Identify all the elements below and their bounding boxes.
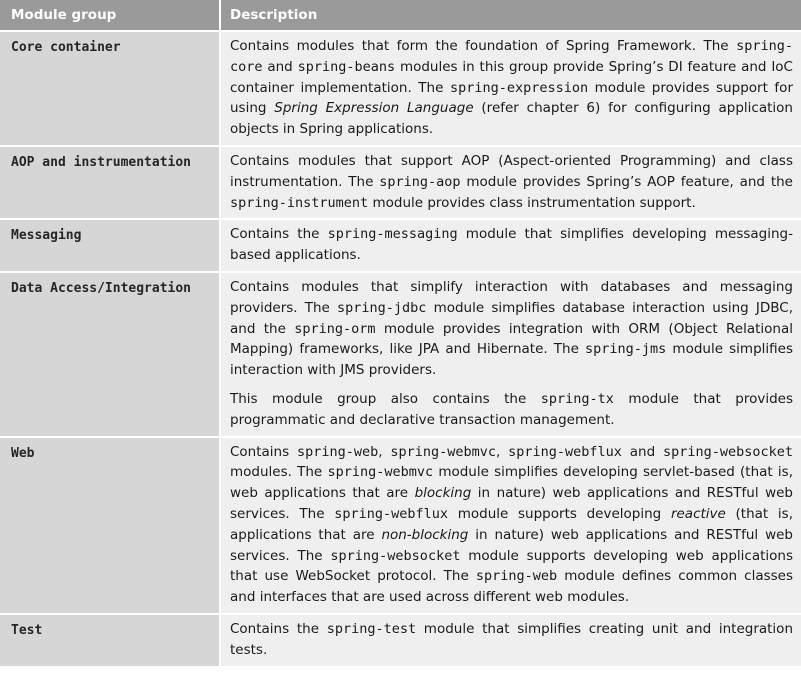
module-name-code: spring-websocket: [330, 547, 461, 564]
description-paragraph: [230, 389, 793, 431]
table-header-row: [0, 0, 801, 32]
header-description: Description: [219, 0, 801, 32]
module-name-code: spring-webflux: [334, 505, 449, 522]
description-text: (refer chapter 6) for configuring application objects in Spring applications.: [230, 100, 793, 138]
table-body: [0, 32, 801, 668]
description-text: (that is, applications that are: [230, 505, 794, 543]
description-paragraph: [230, 442, 793, 608]
module-name-code: spring-instrument: [230, 194, 369, 211]
description-text: Contains modules that support AOP (Aspect-oriented Programming) and class instrumentation. The: [230, 152, 793, 190]
description-text: module supports developing web applications that use WebSocket protocol. The: [230, 547, 793, 585]
emphasis-text: reactive: [670, 505, 726, 522]
emphasis-text: Spring Expression Language: [274, 100, 474, 117]
description-text: module defines common classes and interfaces that are used across different web modules.: [230, 568, 793, 606]
module-group-description: [219, 147, 801, 220]
module-name-code: spring-jdbc: [337, 299, 427, 316]
module-name-code: spring-websocket: [662, 443, 793, 460]
description-text: module provides class instrumentation support.: [368, 194, 696, 211]
description-text: in nature) web applications and RESTful web services. The: [230, 526, 793, 564]
module-group-name: Web: [0, 438, 219, 615]
module-group-description: [219, 32, 801, 147]
table-row: [0, 615, 801, 668]
description-paragraph: [230, 619, 793, 661]
table-row: [0, 273, 801, 438]
module-group-name: AOP and instrumentation: [0, 147, 219, 220]
table-row: [0, 32, 801, 147]
description-text: Contains: [230, 443, 297, 460]
description-text: Contains modules that simplify interaction with databases and messaging providers. The: [230, 278, 793, 316]
module-name-code: spring-core: [230, 38, 793, 75]
description-text: module provides integration with ORM (Object Relational Mapping) frameworks, like JPA and Hibernate. The: [230, 320, 793, 358]
description-text: module supports developing: [448, 505, 671, 522]
description-paragraph: [230, 277, 793, 381]
module-name-code: spring-webflux: [508, 443, 622, 460]
description-text: module provides Spring’s AOP feature, and the: [460, 173, 793, 190]
description-text: module that provides programmatic and declarative transaction management.: [230, 390, 793, 428]
module-group-name: Data Access/Integration: [0, 273, 219, 438]
description-paragraph: [230, 36, 793, 140]
description-text: module that simplifies creating unit and integration tests.: [230, 620, 793, 658]
description-text: module simplifies interaction with JMS providers.: [230, 341, 793, 379]
module-name-code: spring-jms: [585, 341, 667, 358]
module-name-code: spring-orm: [294, 320, 376, 337]
emphasis-text: blocking: [414, 485, 472, 502]
description-text: module provides support for using: [230, 79, 793, 117]
module-name-code: spring-web: [475, 568, 558, 585]
module-name-code: spring-webmvc: [390, 443, 497, 460]
description-paragraph: [230, 224, 793, 266]
description-text: ,: [378, 443, 391, 460]
table-row: [0, 147, 801, 220]
table-row: [0, 438, 801, 615]
module-group-name: Messaging: [0, 220, 219, 273]
description-text: modules. The: [230, 464, 328, 481]
description-text: module simplifies developing servlet-based (that is, web applications that are: [230, 464, 794, 502]
module-group-description: [219, 273, 801, 438]
description-text: Contains modules that form the foundation of Spring Framework. The: [230, 38, 737, 54]
description-text: and: [621, 443, 663, 460]
module-group-description: [219, 615, 801, 668]
module-name-code: spring-test: [326, 620, 417, 637]
module-name-code: spring-aop: [379, 173, 461, 190]
module-group-name: Test: [0, 615, 219, 668]
description-text: Contains the: [230, 226, 328, 243]
module-group-name: Core container: [0, 32, 219, 147]
module-name-code: spring-webmvc: [327, 464, 434, 481]
table-row: [0, 220, 801, 273]
description-paragraph: [230, 151, 793, 213]
module-group-description: [219, 220, 801, 273]
module-name-code: spring-web: [296, 443, 379, 460]
module-group-description: [219, 438, 801, 615]
module-name-code: spring-beans: [297, 58, 396, 75]
emphasis-text: non-blocking: [381, 526, 469, 543]
description-text: module simplifies database interaction using JDBC, and the: [230, 299, 794, 337]
description-text: in nature) web applications and RESTful web services. The: [230, 485, 793, 522]
description-text: Contains the: [230, 620, 327, 637]
module-name-code: spring-tx: [540, 390, 614, 407]
description-text: module that simplifies developing messaging-based applications.: [230, 226, 793, 264]
module-name-code: spring-messaging: [327, 226, 458, 243]
header-module-group: Module group: [0, 0, 219, 32]
description-text: ,: [496, 443, 509, 460]
module-name-code: spring-expression: [449, 79, 589, 96]
description-text: modules in this group provide Spring’s DI feature and IoC container implementation. The: [230, 58, 793, 96]
description-text: and: [262, 58, 298, 75]
description-text: This module group also contains the: [230, 390, 541, 407]
